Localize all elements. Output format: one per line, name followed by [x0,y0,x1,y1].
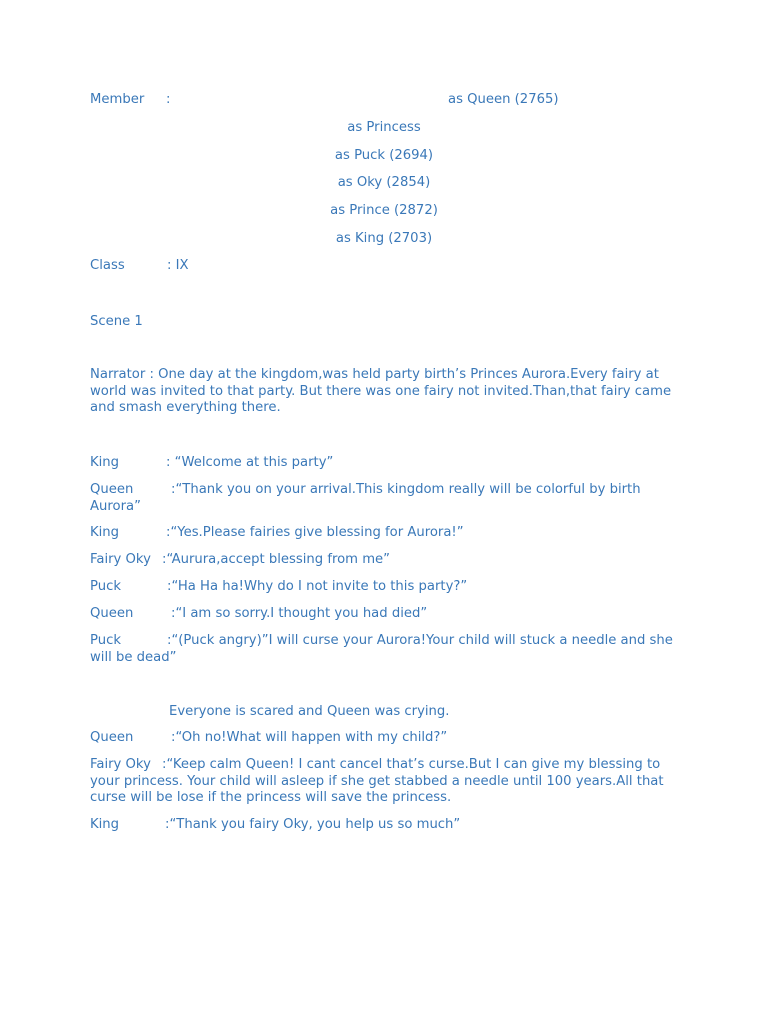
speaker-label: Queen [90,730,134,745]
member-role-oky: as Oky (2854) [337,175,431,190]
member-role-king: as King (2703) [335,231,433,246]
class-label: Class [90,258,125,273]
member-role-queen: as Queen (2765) [448,92,559,107]
narrator-paragraph: Narrator : One day at the kingdom,was held party birth’s Princes Aurora.Every fairy at world was invited to that party. But there was one fairy not invited.Than,that fairy came and smash everything there. [90,367,672,415]
speaker-label: Queen [90,606,134,621]
speaker-label: Puck [90,633,121,648]
speaker-label: King [90,817,120,832]
member-colon: : [166,92,171,107]
stage-direction: Everyone is scared and Queen was crying. [169,704,450,719]
speaker-label: King [90,525,120,540]
dialogue-line: : “Welcome at this party” [166,455,334,470]
dialogue-line: :“Keep calm Queen! I cant cancel that’s curse.But I can give my blessing to your princess. Your child will asleep if she get stabbed a needle until 100 years.All that curse will be lose if the princess will save the princess. [90,757,664,805]
dialogue-line: :“Ha Ha ha!Why do I not invite to this party?” [167,579,468,594]
dialogue-line: :“Thank you fairy Oky, you help us so much” [165,817,461,832]
dialogue-line: :“I am so sorry.I thought you had died” [171,606,428,621]
speaker-label: King [90,455,120,470]
dialogue-line: :“Oh no!What will happen with my child?” [171,730,448,745]
speaker-label: Queen [90,482,134,497]
scene-title: Scene 1 [90,314,143,329]
member-role-princess: as Princess [347,120,421,135]
dialogue-line: :“Aurura,accept blessing from me” [162,552,391,567]
member-role-puck: as Puck (2694) [334,148,434,163]
dialogue-line: :“Thank you on your arrival.This kingdom really will be colorful by birth Aurora” [90,482,641,514]
dialogue-line: :“Yes.Please fairies give blessing for Aurora!” [166,525,464,540]
speaker-label: Fairy Oky [90,552,151,567]
member-label: Member [90,92,145,107]
member-role-prince: as Prince (2872) [330,203,438,218]
dialogue-line: :“(Puck angry)”I will curse your Aurora!Your child will stuck a needle and she will be dead” [90,633,673,665]
class-value: : IX [167,258,189,273]
speaker-label: Puck [90,579,121,594]
speaker-label: Fairy Oky [90,757,151,772]
